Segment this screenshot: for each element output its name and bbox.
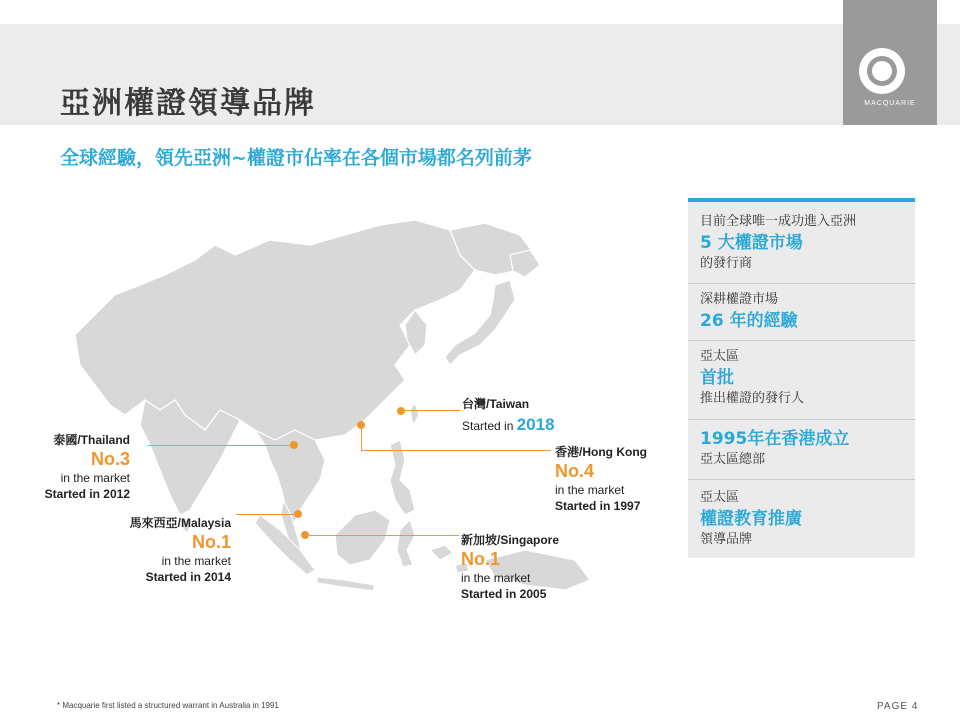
panel-item-post: 亞太區總部 [700, 452, 766, 467]
panel-item-pre: 亞太區 [700, 349, 740, 364]
logo-ring-icon [859, 48, 905, 94]
hongkong-rank: No.4 [555, 461, 595, 481]
connector-singapore [309, 535, 459, 536]
singapore-started: Started in 2005 [461, 587, 547, 601]
panel-item-highlight: 26 年的經驗 [700, 311, 798, 331]
panel-item [688, 420, 915, 480]
label-malaysia [100, 514, 231, 585]
panel-item [688, 284, 915, 341]
hongkong-market: in the market [555, 483, 625, 497]
taiwan-name: 台灣/Taiwan [462, 397, 530, 411]
connector-malaysia [236, 514, 294, 515]
marker-hongkong [357, 421, 365, 429]
thailand-market: in the market [60, 471, 130, 485]
hongkong-name: 香港/Hong Kong [555, 445, 647, 459]
singapore-rank: No.1 [461, 549, 501, 569]
panel-item-highlight: 1995年在香港成立 [700, 429, 850, 449]
malaysia-started: Started in 2014 [145, 570, 231, 584]
marker-taiwan [397, 407, 405, 415]
footnote: * Macquarie first listed a structured warrant in Australia in 1991 [57, 701, 279, 710]
hongkong-started: Started in 1997 [555, 499, 641, 513]
connector-thailand [148, 445, 290, 446]
highlights-panel [688, 198, 915, 558]
panel-item-post: 領導品牌 [700, 532, 753, 547]
taiwan-started-label: Started in [462, 419, 514, 433]
taiwan-year: 2018 [516, 415, 555, 434]
panel-item-post: 的發行商 [700, 256, 753, 271]
label-hongkong [555, 443, 647, 514]
page-title: 亞洲權證領導品牌 [60, 86, 316, 121]
connector-hongkong-v [361, 429, 362, 450]
thailand-rank: No.3 [90, 449, 130, 469]
panel-item-pre: 深耕權證市場 [700, 292, 779, 307]
label-singapore [461, 531, 559, 602]
panel-item [688, 341, 915, 420]
label-taiwan [462, 395, 555, 435]
panel-item [688, 480, 915, 558]
panel-item-post: 推出權證的發行人 [700, 391, 805, 406]
thailand-started: Started in 2012 [44, 487, 130, 501]
page-subtitle: 全球經驗，領先亞洲~權證市佔率在各個市場都名列前茅 [60, 147, 532, 169]
thailand-name: 泰國/Thailand [53, 433, 130, 447]
connector-taiwan [405, 410, 460, 411]
logo-text: MACQUARIE [864, 100, 916, 107]
singapore-market: in the market [461, 571, 531, 585]
panel-item [688, 208, 915, 284]
panel-item-highlight: 首批 [700, 368, 734, 388]
malaysia-market: in the market [161, 554, 231, 568]
connector-hongkong-h [361, 450, 551, 451]
macquarie-logo [843, 0, 937, 125]
label-thailand [20, 431, 130, 502]
malaysia-name: 馬來西亞/Malaysia [129, 516, 231, 530]
marker-singapore [301, 531, 309, 539]
panel-item-highlight: 權證教育推廣 [700, 509, 802, 529]
marker-thailand [290, 441, 298, 449]
malaysia-rank: No.1 [191, 532, 231, 552]
panel-item-highlight: 5 大權證市場 [700, 233, 803, 253]
panel-item-pre: 亞太區 [700, 490, 740, 505]
singapore-name: 新加坡/Singapore [461, 533, 560, 547]
panel-item-pre: 目前全球唯一成功進入亞洲 [700, 214, 857, 229]
page-number: PAGE 4 [877, 701, 919, 712]
marker-malaysia [294, 510, 302, 518]
